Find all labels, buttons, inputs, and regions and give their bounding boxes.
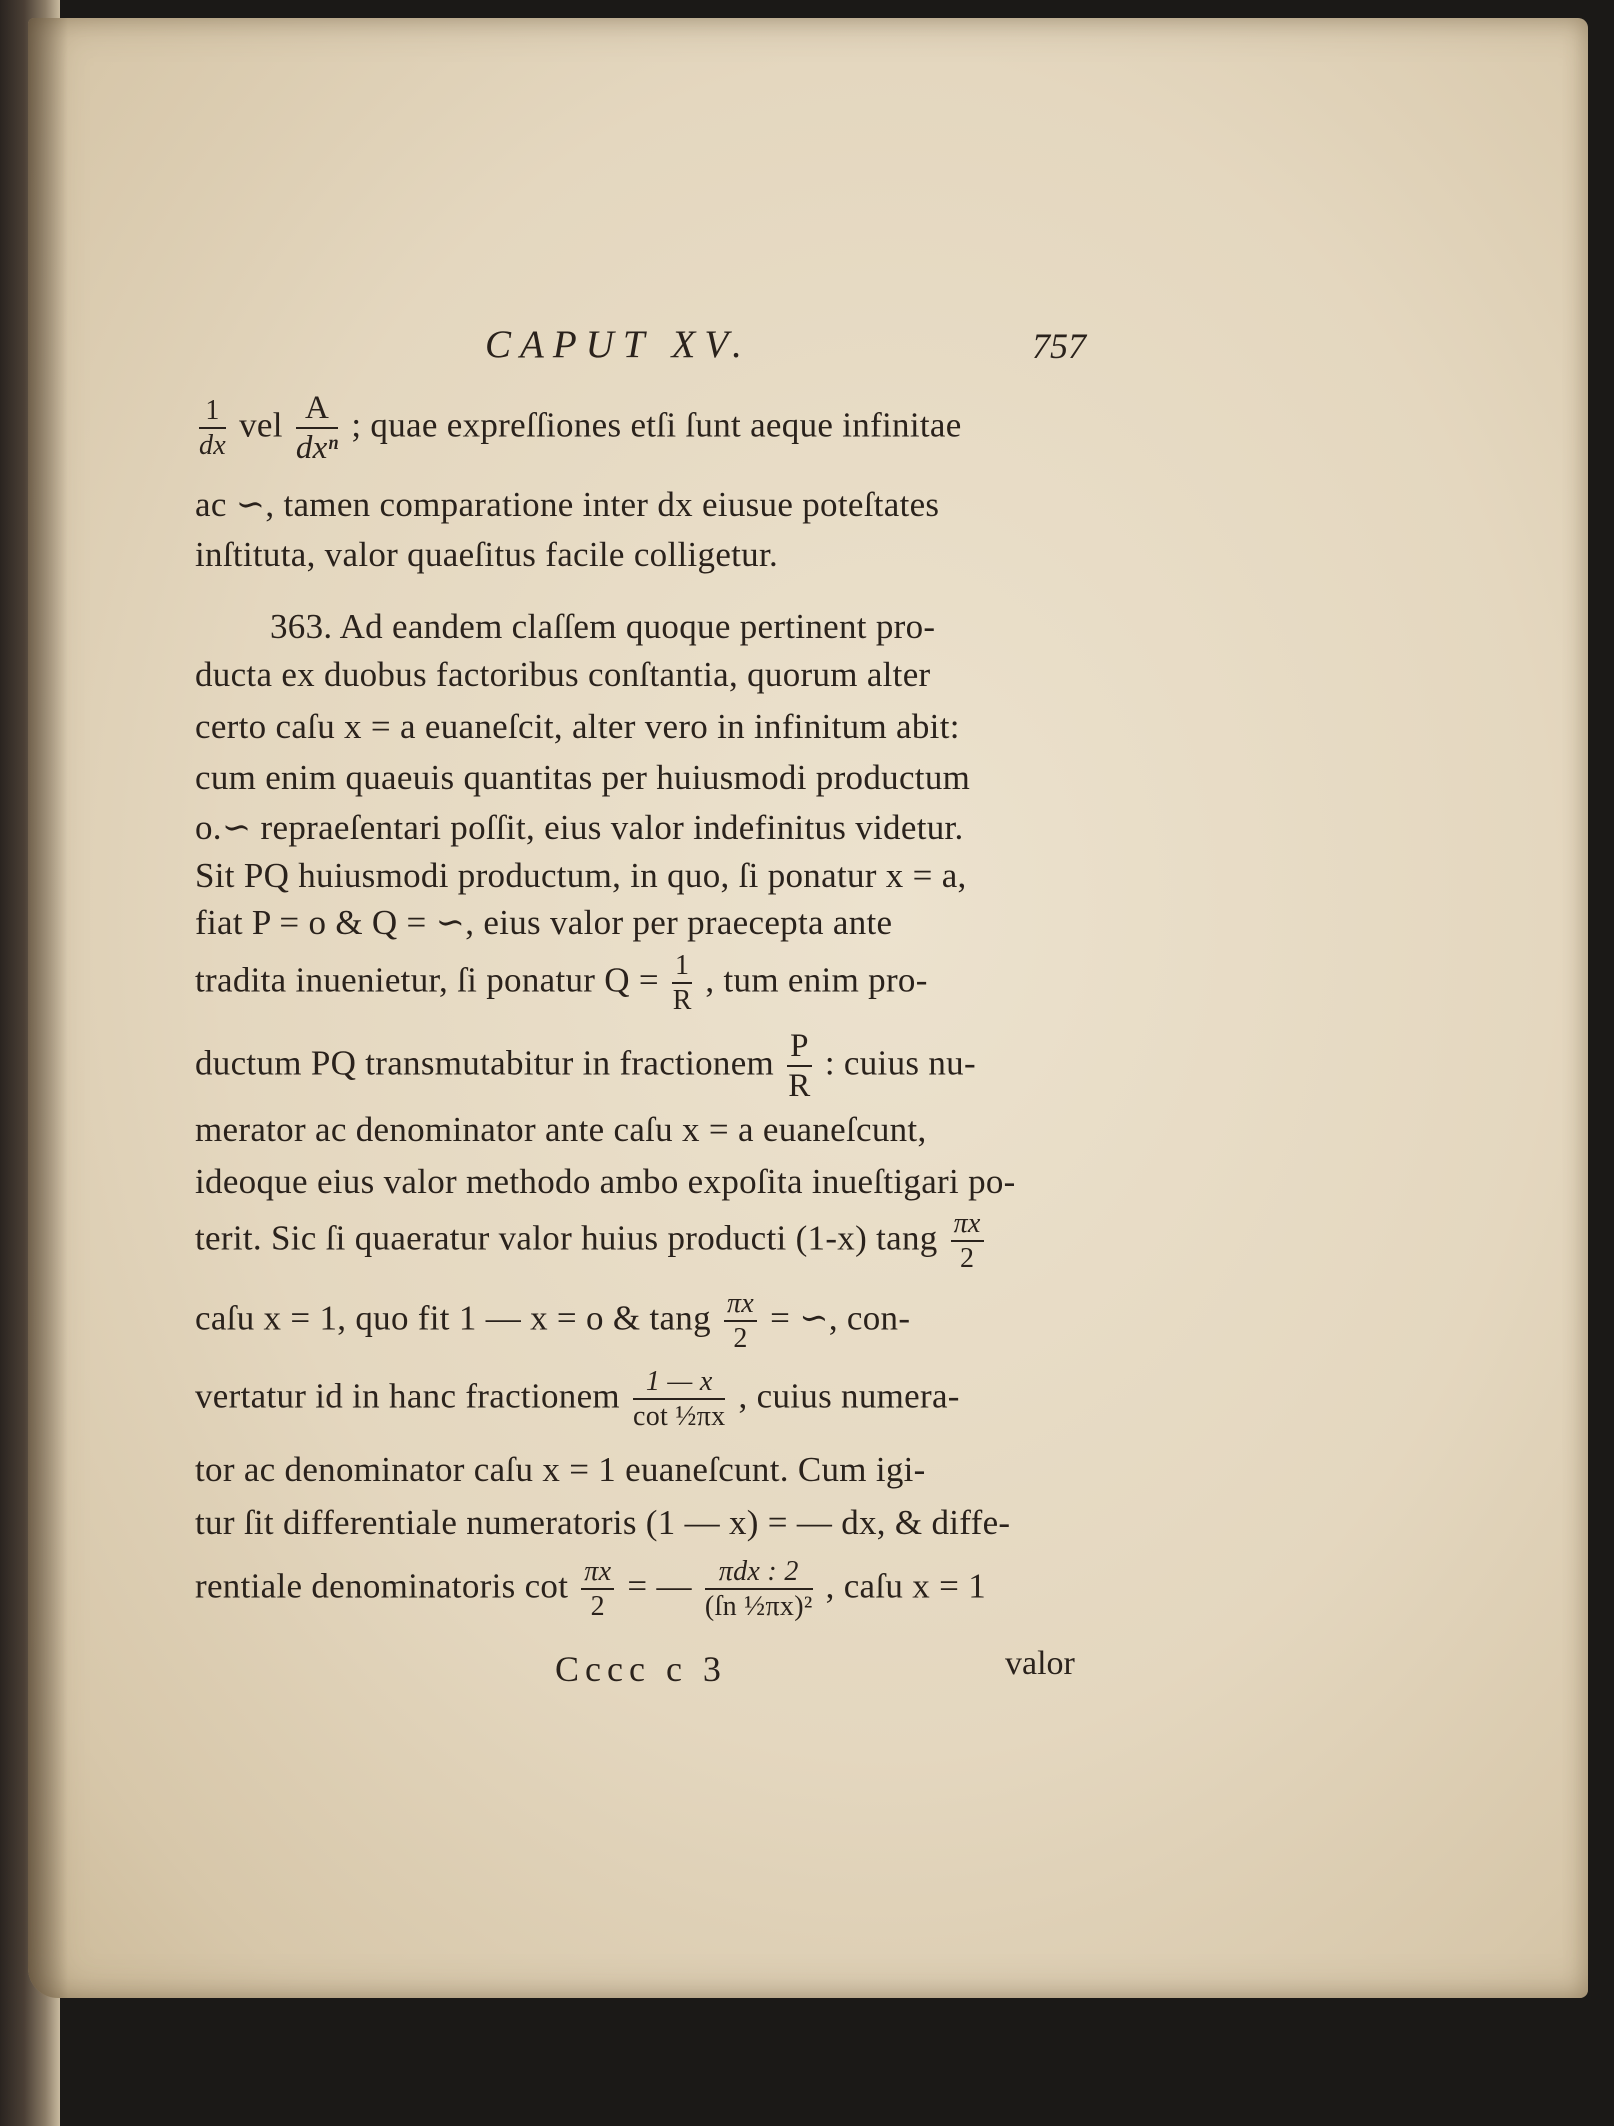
text-line-7: cum enim quaeuis quantitas per huiusmodi productum	[195, 758, 971, 797]
text-line-19: tur ſit differentiale numeratoris (1 — x) = — dx, & diffe-	[195, 1503, 1011, 1542]
fraction-pi-x-over-2: $\frac{\pi x}{2}$	[951, 1210, 984, 1273]
text-line-10: fiat P = o & Q = ∽, eius valor per praecepta ante	[195, 903, 893, 942]
text-line-1: $\frac{1}{dx}$ vel $\frac{A}{\text{dxⁿ}}$ ; quae expreſſiones etſi ſunt aeque infinitae	[199, 390, 962, 466]
text-line-4: 363. Ad eandem claſſem quoque pertinent pro-	[270, 607, 936, 646]
catchword: valor	[1005, 1645, 1075, 1682]
signature-mark: Cccc c 3	[555, 1649, 727, 1689]
text-line-13: merator ac denominator ante caſu x = a euaneſcunt,	[195, 1110, 927, 1149]
text-line-5: ducta ex duobus factoribus conſtantia, quorum alter	[195, 655, 931, 694]
fraction-one-over-dx: $\frac{1}{dx}$	[199, 395, 227, 461]
text-line-9: Sit PQ huiusmodi productum, in quo, ſi ponatur x = a,	[195, 856, 967, 895]
running-title: CAPUT XV.	[485, 323, 751, 366]
text-line-20: rentiale denominatoris cot $\frac{\pi x}{2}$ = — $\frac{\text{πdx : 2}}{\text{(ſn ½πx)²}}$ , caſu x = 1	[195, 1556, 986, 1622]
text-line-8: o.∽ repraeſentari poſſit, eius valor indefinitus videtur.	[195, 808, 964, 847]
fraction-pi-x-over-2: $\frac{\pi x}{2}$	[724, 1290, 757, 1353]
fraction-pi-dx-over-sin-squared: $\frac{\text{πdx : 2}}{\text{(ſn ½πx)²}}$	[704, 1556, 813, 1622]
gutter-shadow	[28, 18, 68, 1998]
fraction-one-minus-x-over-cot: $\frac{1 — x}{\text{cot ½πx}}$	[633, 1366, 726, 1432]
text-line-6: certo caſu x = a euaneſcit, alter vero in infinitum abit:	[195, 707, 960, 746]
text-line-14: ideoque eius valor methodo ambo expoſita inueſtigari po-	[195, 1162, 1016, 1201]
text-line-3: inſtituta, valor quaeſitus facile colligetur.	[195, 535, 779, 574]
text-line-2: ac ∽, tamen comparatione inter dx eiusue poteſtates	[195, 485, 940, 524]
page-number: 757	[1032, 326, 1086, 366]
text-line-11: tradita inuenietur, ſi ponatur Q = $\frac{1}{R}$ , tum enim pro-	[195, 950, 928, 1016]
text-line-16: caſu x = 1, quo fit 1 — x = o & tang $\frac{\pi x}{2}$ = ∽, con-	[195, 1288, 911, 1354]
text-line-15: terit. Sic ſi quaeratur valor huius producti (1-x) tang $\frac{\pi x}{2}$	[195, 1210, 988, 1273]
text-line-12: ductum PQ transmutabitur in fractionem $\frac{P}{R}$ : cuius nu-	[195, 1028, 976, 1104]
text-line-18: tor ac denominator caſu x = 1 euaneſcunt. Cum igi-	[195, 1450, 926, 1489]
text-line-17: vertatur id in hanc fractionem $\frac{1 — x}{\text{cot ½πx}}$ , cuius numera-	[195, 1366, 960, 1432]
fraction-a-over-dxn: $\frac{A}{\text{dxⁿ}}$	[295, 390, 339, 466]
fraction-p-over-r: $\frac{P}{R}$	[788, 1028, 811, 1104]
fraction-one-over-r: $\frac{1}{R}$	[672, 950, 692, 1016]
fraction-pi-x-over-2: $\frac{\pi x}{2}$	[581, 1558, 614, 1621]
